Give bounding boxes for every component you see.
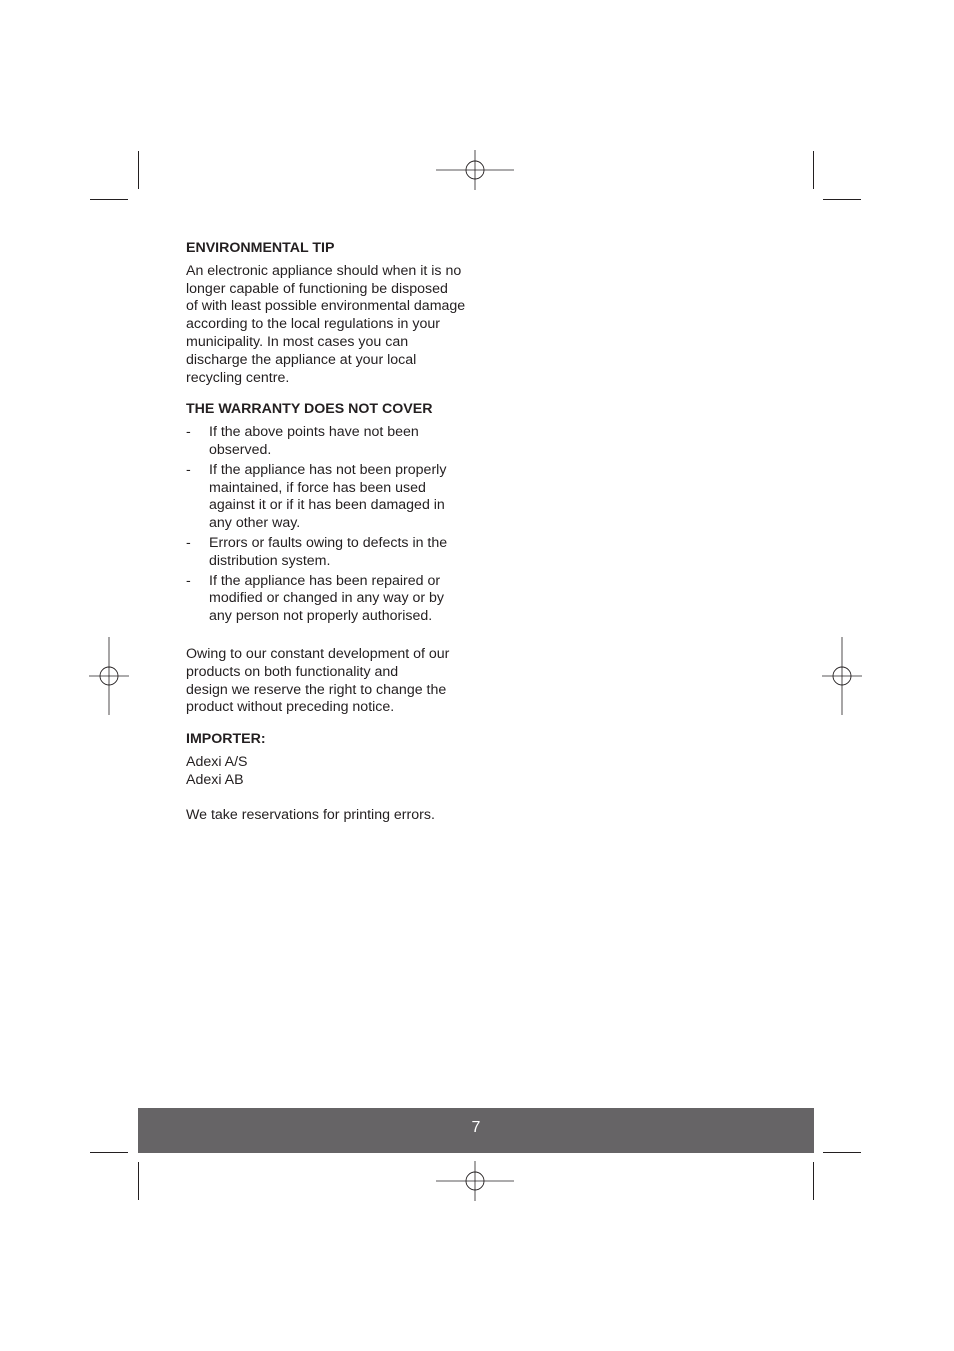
text-line: An electronic appliance should when it is no <box>186 262 462 279</box>
environmental-paragraph <box>186 263 476 388</box>
crop-mark <box>138 151 139 189</box>
text-line: any person not properly authorised. <box>209 608 433 625</box>
list-item <box>186 462 476 533</box>
importer-list <box>186 754 476 790</box>
text-line: according to the local regulations in your <box>186 316 440 333</box>
text-line: maintained, if force has been used <box>209 479 426 496</box>
bullet-dash: - <box>186 424 191 441</box>
footer-bar <box>138 1108 814 1153</box>
crop-mark <box>813 151 814 189</box>
text-line: longer capable of functioning be disposed <box>186 280 448 297</box>
text-line: Owing to our constant development of our <box>186 645 450 662</box>
importer-heading: IMPORTER: <box>186 731 266 748</box>
crop-mark <box>90 199 128 200</box>
registration-mark-icon <box>436 1161 516 1201</box>
bullet-dash: - <box>186 534 191 551</box>
text-line: discharge the appliance at your local <box>186 351 417 368</box>
text-line: products on both functionality and <box>186 663 399 680</box>
page-number: 7 <box>471 1119 481 1136</box>
warranty-heading: THE WARRANTY DOES NOT COVER <box>186 401 433 418</box>
text-line: If the above points have not been <box>209 424 419 441</box>
registration-mark-icon <box>89 637 129 715</box>
bullet-dash: - <box>186 572 191 589</box>
text-line: recycling centre. <box>186 369 290 386</box>
crop-mark <box>138 1162 139 1200</box>
text-line: distribution system. <box>209 552 331 569</box>
text-line: any other way. <box>209 515 301 532</box>
text-line: against it or if it has been damaged in <box>209 497 445 514</box>
text-line: observed. <box>209 441 272 458</box>
importer-name: Adexi A/S <box>186 753 248 770</box>
bullet-dash: - <box>186 461 191 478</box>
list-item <box>186 573 476 626</box>
text-line: If the appliance has not been properly <box>209 461 447 478</box>
crop-mark <box>823 199 861 200</box>
environmental-heading: ENVIRONMENTAL TIP <box>186 240 335 256</box>
crop-mark <box>823 1152 861 1153</box>
text-line: If the appliance has been repaired or <box>209 572 441 589</box>
text-line: product without preceding notice. <box>186 699 395 716</box>
list-item <box>186 535 476 571</box>
text-line: Errors or faults owing to defects in the <box>209 534 448 551</box>
importer-name: Adexi AB <box>186 771 244 788</box>
text-line: of with least possible environmental damage <box>186 298 466 315</box>
registration-mark-icon <box>822 637 862 715</box>
text-line: municipality. In most cases you can <box>186 333 409 350</box>
warranty-list <box>186 424 476 626</box>
crop-mark <box>90 1152 128 1153</box>
crop-mark <box>813 1162 814 1200</box>
text-line: design we reserve the right to change the <box>186 681 447 698</box>
list-item <box>186 424 476 460</box>
text-line: modified or changed in any way or by <box>209 590 445 607</box>
development-paragraph <box>186 646 476 717</box>
page-content <box>186 240 476 824</box>
disclaimer: We take reservations for printing errors. <box>186 806 435 823</box>
registration-mark-icon <box>436 150 516 190</box>
